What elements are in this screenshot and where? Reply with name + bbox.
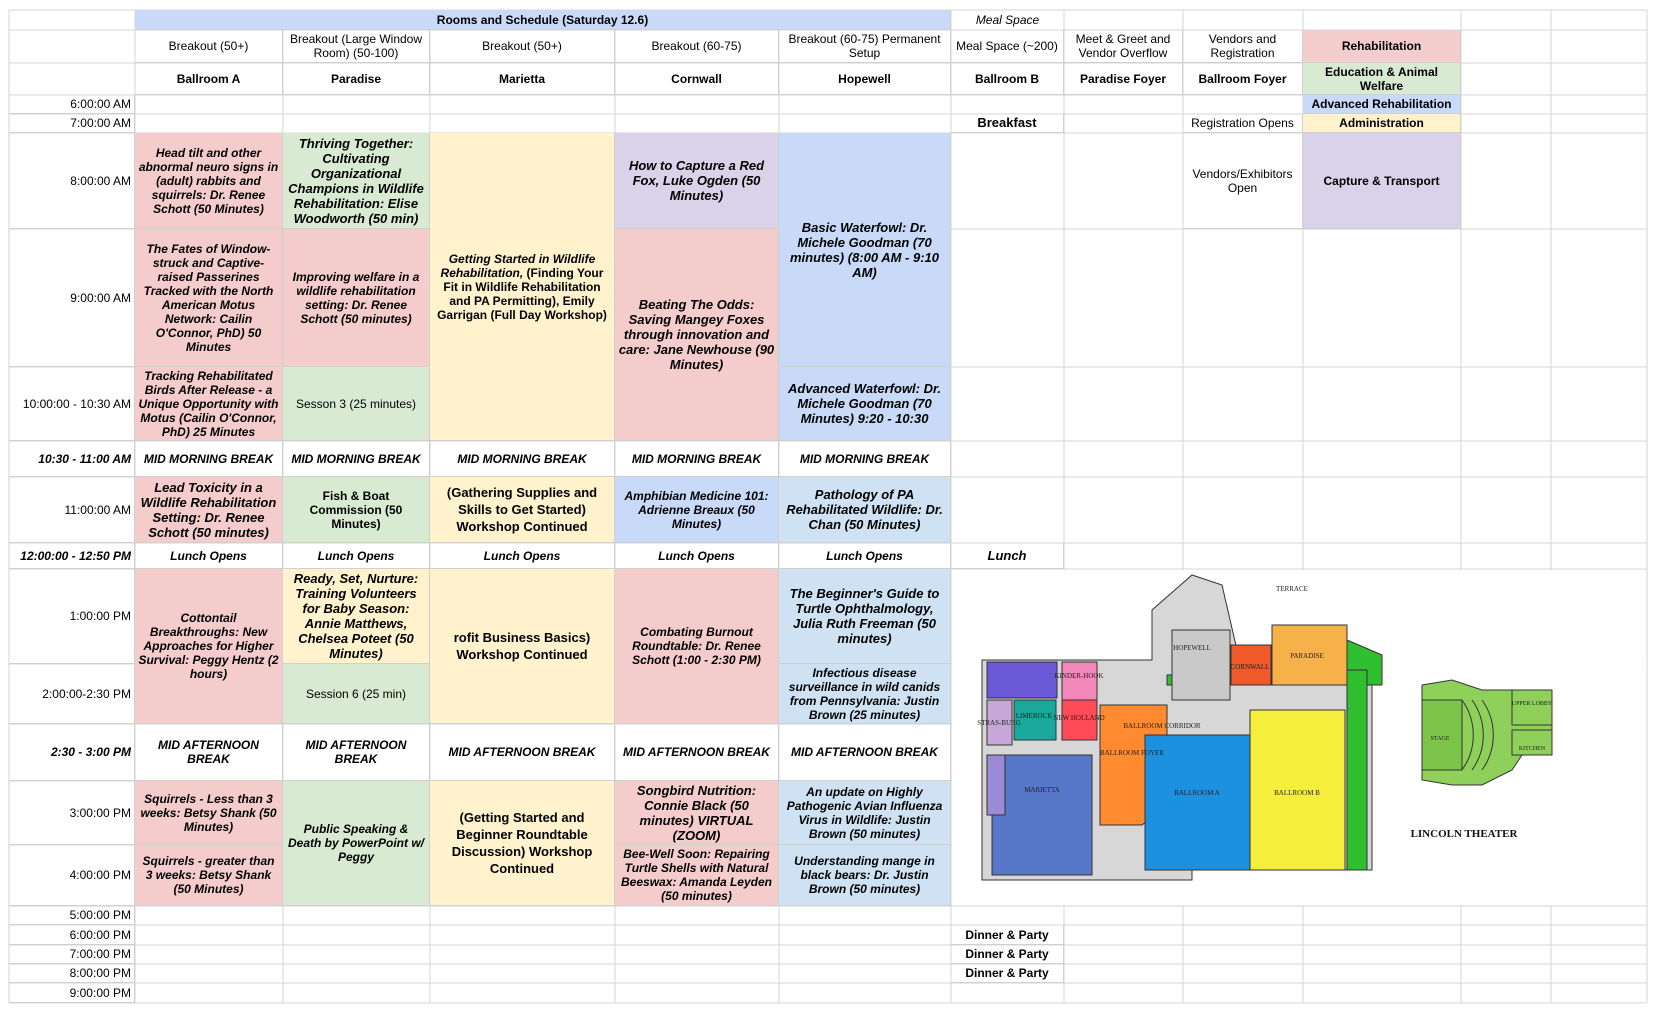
session-hopewell-1pm[interactable]: The Beginner's Guide to Turtle Ophthalmology, Julia Ruth Freeman (50 minutes) — [779, 569, 951, 664]
break-cornwall-morning: MID MORNING BREAK — [615, 441, 779, 477]
fp-label-upper-lobby: UPPER LOBBY — [1511, 701, 1553, 707]
session-paradise-9am[interactable]: Improving welfare in a wildlife rehabilitation setting: Dr. Renee Schott (50 minutes) — [283, 229, 430, 367]
legend-capture-transport: Capture & Transport — [1303, 133, 1461, 229]
workshop-title: Getting Started in Wildlife Rehabilitation, — [440, 251, 596, 280]
session-cornwall-3pm[interactable]: Songbird Nutrition: Connie Black (50 minutes) VIRTUAL (ZOOM) — [615, 781, 779, 845]
break-marietta-morning: MID MORNING BREAK — [430, 441, 615, 477]
vendors-open-cell: Vendors/Exhibitors Open — [1183, 133, 1303, 229]
time-9pm: 9:00:00 PM — [9, 983, 135, 1003]
time-6pm: 6:00:00 PM — [9, 925, 135, 945]
room-type-ballroom-a: Breakout (50+) — [135, 30, 283, 63]
lunch-paradise: Lunch Opens — [283, 543, 430, 569]
fp-label-hopewell: HOPEWELL — [1173, 644, 1211, 652]
session-hopewell-4pm[interactable]: Understanding mange in black bears: Dr. Justin Brown (50 minutes) — [779, 845, 951, 906]
session-cornwall-9am[interactable]: Beating The Odds: Saving Mangey Foxes through innovation and care: Jane Newhouse (90 Minutes) — [615, 229, 779, 441]
lunch-marietta: Lunch Opens — [430, 543, 615, 569]
fp-label-cornwall: CORNWALL — [1230, 663, 1270, 671]
fp-label-strasburg: STRAS-BURG — [977, 719, 1021, 727]
room-ballroom-foyer: Ballroom Foyer — [1183, 63, 1303, 95]
session-ballroom-a-11am[interactable]: Lead Toxicity in a Wildlife Rehabilitation Setting: Dr. Renee Schott (50 minutes) — [135, 477, 283, 543]
legend-advanced-rehabilitation: Advanced Rehabilitation — [1303, 95, 1461, 114]
break-paradise-afternoon: MID AFTERNOON BREAK — [283, 724, 430, 781]
room-type-ballroom-b: Meal Space (~200) — [951, 30, 1064, 63]
room-paradise: Paradise — [283, 63, 430, 95]
break-hopewell-morning: MID MORNING BREAK — [779, 441, 951, 477]
room-marietta: Marietta — [430, 63, 615, 95]
legend-administration: Administration — [1303, 114, 1461, 133]
schedule-title: Rooms and Schedule (Saturday 12.6) — [135, 10, 951, 30]
fp-label-marietta: MARIETTA — [1024, 786, 1060, 794]
fp-label-paradise: PARADISE — [1290, 652, 1324, 660]
session-hopewell-11am[interactable]: Pathology of PA Rehabilitated Wildlife: Dr. Chan (50 Minutes) — [779, 477, 951, 543]
dinner-6pm: Dinner & Party — [951, 925, 1064, 945]
time-1pm: 1:00:00 PM — [9, 569, 135, 664]
floor-plan-drawing — [952, 570, 1646, 905]
time-3pm: 3:00:00 PM — [9, 781, 135, 845]
meal-space-label: Meal Space — [975, 13, 1040, 27]
dinner-8pm: Dinner & Party — [951, 964, 1064, 983]
session-marietta-3pm[interactable]: (Getting Started and Beginner Roundtable Discussion) Workshop Continued — [430, 781, 615, 906]
break-paradise-morning: MID MORNING BREAK — [283, 441, 430, 477]
fp-label-terrace: TERRACE — [1276, 585, 1308, 593]
floor-plan — [952, 570, 1646, 905]
room-type-marietta: Breakout (50+) — [430, 30, 615, 63]
session-hopewell-10am[interactable]: Advanced Waterfowl: Dr. Michele Goodman (70 Minutes) 9:20 - 10:30 — [779, 367, 951, 441]
session-marietta-11am[interactable]: (Gathering Supplies and Skills to Get Started) Workshop Continued — [430, 477, 615, 543]
room-paradise-foyer: Paradise Foyer — [1064, 63, 1183, 95]
room-type-paradise-foyer: Meet & Greet and Vendor Overflow — [1064, 30, 1183, 63]
break-ballroom-a-morning: MID MORNING BREAK — [135, 441, 283, 477]
session-cornwall-11am[interactable]: Amphibian Medicine 101: Adrienne Breaux (50 Minutes) — [615, 477, 779, 543]
session-hopewell-2pm[interactable]: Infectious disease surveillance in wild canids from Pennsylvania: Justin Brown (25 minutes) — [779, 664, 951, 724]
session-cornwall-1pm[interactable]: Combating Burnout Roundtable: Dr. Renee Schott (1:00 - 2:30 PM) — [615, 569, 779, 724]
session-ballroom-a-4pm[interactable]: Squirrels - greater than 3 weeks: Betsy Shank (50 Minutes) — [135, 845, 283, 906]
time-5pm: 5:00:00 PM — [9, 906, 135, 925]
time-10am: 10:00:00 - 10:30 AM — [9, 367, 135, 441]
break-hopewell-afternoon: MID AFTERNOON BREAK — [779, 724, 951, 781]
fp-label-ballroom-b: BALLROOM B — [1274, 789, 1320, 797]
fp-label-kinderhook: KINDER-HOOK — [1054, 672, 1104, 680]
dinner-7pm: Dinner & Party — [951, 945, 1064, 964]
session-cornwall-8am[interactable]: How to Capture a Red Fox, Luke Ogden (50 Minutes) — [615, 133, 779, 229]
session-paradise-2pm[interactable]: Session 6 (25 min) — [283, 664, 430, 724]
break-marietta-afternoon: MID AFTERNOON BREAK — [430, 724, 615, 781]
lincoln-theater-label: LINCOLN THEATER — [1410, 828, 1518, 840]
time-9am: 9:00:00 AM — [9, 229, 135, 367]
registration-opens-cell: Registration Opens — [1183, 114, 1303, 133]
session-ballroom-a-8am[interactable]: Head tilt and other abnormal neuro signs in (adult) rabbits and squirrels: Dr. Renee Schott (50 Minutes) — [135, 133, 283, 229]
session-paradise-3pm[interactable]: Public Speaking & Death by PowerPoint w/ Peggy — [283, 781, 430, 906]
session-cornwall-4pm[interactable]: Bee-Well Soon: Repairing Turtle Shells with Natural Beeswax: Amanda Leyden (50 minutes) — [615, 845, 779, 906]
session-ballroom-a-9am[interactable]: The Fates of Window-struck and Captive-raised Passerines Tracked with the North American Motus Network: Cailin O'Connor, PhD) 50 Minutes — [135, 229, 283, 367]
room-type-hopewell: Breakout (60-75) Permanent Setup — [779, 30, 951, 63]
fp-label-ballroom-foyer: BALLROOM FOYER — [1100, 749, 1164, 757]
time-230pm: 2:30 - 3:00 PM — [9, 724, 135, 781]
time-8pm: 8:00:00 PM — [9, 964, 135, 983]
session-ballroom-a-1pm[interactable]: Cottontail Breakthroughs: New Approaches for Higher Survival: Peggy Hentz (2 hours) — [135, 569, 283, 724]
lunch-ballroom-a: Lunch Opens — [135, 543, 283, 569]
session-paradise-8am[interactable]: Thriving Together: Cultivating Organizational Champions in Wildlife Rehabilitation: Elise Woodworth (50 min) — [283, 133, 430, 229]
room-type-paradise: Breakout (Large Window Room) (50-100) — [283, 30, 430, 63]
session-hopewell-3pm[interactable]: An update on Highly Pathogenic Avian Influenza Virus in Wildlife: Justin Brown (50 minutes) — [779, 781, 951, 845]
fp-label-limerock: LIMEROCK — [1015, 712, 1053, 720]
time-7am: 7:00:00 AM — [9, 114, 135, 133]
legend-rehabilitation: Rehabilitation — [1303, 30, 1461, 63]
time-4pm: 4:00:00 PM — [9, 845, 135, 906]
workshop-details: (Finding Your Fit in Wildlife Rehabilitation and PA Permitting), Emily Garrigan (Full Day Workshop) — [437, 265, 607, 322]
session-marietta-workshop[interactable] — [430, 133, 615, 441]
room-ballroom-b: Ballroom B — [951, 63, 1064, 95]
time-11am: 11:00:00 AM — [9, 477, 135, 543]
fp-label-kitchen: KITCHEN — [1518, 746, 1546, 752]
break-cornwall-afternoon: MID AFTERNOON BREAK — [615, 724, 779, 781]
session-paradise-1pm[interactable]: Ready, Set, Nurture: Training Volunteers for Baby Season: Annie Matthews, Chelsea Poteet (50 Minutes) — [283, 569, 430, 664]
lunch-ballroom-b: Lunch — [951, 543, 1064, 569]
time-7pm: 7:00:00 PM — [9, 945, 135, 964]
session-ballroom-a-3pm[interactable]: Squirrels - Less than 3 weeks: Betsy Shank (50 Minutes) — [135, 781, 283, 845]
breakfast-cell: Breakfast — [951, 114, 1064, 133]
session-ballroom-a-10am[interactable]: Tracking Rehabilitated Birds After Release - a Unique Opportunity with Motus (Cailin O'Connor, PhD) 25 Minutes — [135, 367, 283, 441]
lunch-hopewell: Lunch Opens — [779, 543, 951, 569]
fp-label-new-holland: NEW HOLLAND — [1053, 714, 1105, 722]
time-2pm: 2:00:00-2:30 PM — [9, 664, 135, 724]
room-type-cornwall: Breakout (60-75) — [615, 30, 779, 63]
fp-label-stage: STAGE — [1430, 736, 1450, 742]
time-1030am: 10:30 - 11:00 AM — [9, 441, 135, 477]
fp-label-ballroom-corridor: BALLROOM CORRIDOR — [1123, 722, 1201, 730]
time-8am: 8:00:00 AM — [9, 133, 135, 229]
room-ballroom-a: Ballroom A — [135, 63, 283, 95]
break-ballroom-a-afternoon: MID AFTERNOON BREAK — [135, 724, 283, 781]
session-paradise-10am[interactable]: Sesson 3 (25 minutes) — [283, 367, 430, 441]
room-hopewell: Hopewell — [779, 63, 951, 95]
session-marietta-1pm[interactable]: rofit Business Basics) Workshop Continued — [430, 569, 615, 724]
session-hopewell-8am[interactable]: Basic Waterfowl: Dr. Michele Goodman (70 minutes) (8:00 AM - 9:10 AM) — [779, 133, 951, 367]
lunch-cornwall: Lunch Opens — [615, 543, 779, 569]
time-12pm: 12:00:00 - 12:50 PM — [9, 543, 135, 569]
time-6am: 6:00:00 AM — [9, 95, 135, 114]
fp-label-ballroom-a: BALLROOM A — [1174, 789, 1220, 797]
legend-education: Education & Animal Welfare — [1303, 63, 1461, 95]
room-type-ballroom-foyer: Vendors and Registration — [1183, 30, 1303, 63]
room-cornwall: Cornwall — [615, 63, 779, 95]
session-paradise-11am[interactable]: Fish & Boat Commission (50 Minutes) — [283, 477, 430, 543]
